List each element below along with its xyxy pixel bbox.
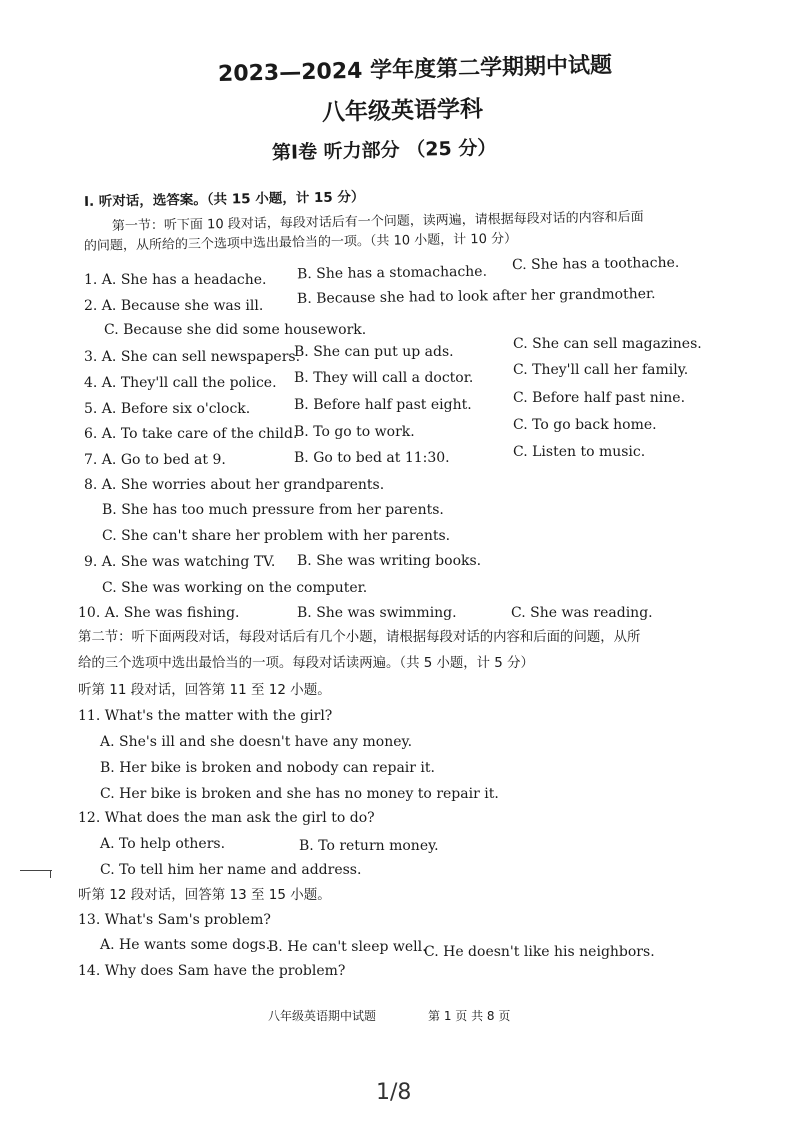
q1-option-c: C. She has a toothache.	[511, 254, 680, 274]
q12-option-b: B. To return money.	[299, 838, 439, 854]
q1-option-b: B. She has a stomachache.	[296, 263, 488, 283]
section1-instruction-line1: 第一节：听下面 10 段对话，每段对话后有一个问题，读两遍，请根据每段对话的内容和后面	[111, 209, 644, 234]
dialog11-intro: 听第 11 段对话，回答第 11 至 12 小题。	[78, 682, 331, 698]
q13-option-b: B. He can't sleep well.	[268, 939, 427, 955]
q3-option-a: 3. A. She can sell newspapers.	[84, 349, 301, 365]
q7-option-a: 7. A. Go to bed at 9.	[84, 452, 226, 468]
scan-mark-left-tick	[50, 870, 51, 878]
q5-option-a: 5. A. Before six o'clock.	[84, 401, 251, 417]
section2-instruction-line1: 第二节：听下面两段对话，每段对话后有几个小题，请根据每段对话的内容和后面的问题，从所	[78, 630, 641, 645]
q11-option-a: A. She's ill and she doesn't have any money.	[100, 734, 413, 750]
part1-heading: I. 听对话，选答案。（共 15 小题，计 15 分）	[83, 189, 365, 210]
q13-stem: 13. What's Sam's problem?	[78, 912, 271, 928]
q4-option-c: C. They'll call her family.	[513, 362, 689, 378]
q12-stem: 12. What does the man ask the girl to do?	[78, 810, 375, 826]
q7-option-c: C. Listen to music.	[513, 444, 646, 460]
q11-option-c: C. Her bike is broken and she has no money to repair it.	[100, 786, 499, 802]
q12-option-c: C. To tell him her name and address.	[100, 862, 362, 878]
q9-option-b: B. She was writing books.	[297, 553, 482, 569]
q9-option-c: C. She was working on the computer.	[102, 580, 368, 596]
q13-option-a: A. He wants some dogs.	[100, 937, 271, 953]
q8-option-c: C. She can't share her problem with her parents.	[102, 528, 451, 544]
q3-option-c: C. She can sell magazines.	[513, 336, 702, 352]
q10-option-a: 10. A. She was fishing.	[78, 605, 240, 621]
q5-option-b: B. Before half past eight.	[294, 397, 472, 413]
q6-option-b: B. To go to work.	[294, 424, 415, 440]
q3-option-b: B. She can put up ads.	[294, 344, 454, 360]
footer-subject: 八年级英语期中试题	[268, 1009, 377, 1023]
q7-option-b: B. Go to bed at 11:30.	[294, 450, 450, 466]
dialog12-intro: 听第 12 段对话，回答第 13 至 15 小题。	[78, 887, 331, 903]
footer-page-info: 第 1 页 共 8 页	[428, 1009, 511, 1023]
q11-option-b: B. Her bike is broken and nobody can repair it.	[100, 760, 435, 776]
q8-option-a: 8. A. She worries about her grandparents.	[84, 477, 385, 493]
q14-stem: 14. Why does Sam have the problem?	[78, 963, 346, 979]
page-indicator: 1/8	[376, 1080, 412, 1105]
exam-title: 2023—2024 学年度第二学期期中试题	[217, 53, 613, 87]
q10-option-b: B. She was swimming.	[297, 605, 457, 621]
q6-option-a: 6. A. To take care of the child.	[84, 426, 298, 442]
q4-option-b: B. They will call a doctor.	[294, 370, 474, 386]
q6-option-c: C. To go back home.	[513, 417, 657, 433]
section-title: 第Ⅰ卷 听力部分 （25 分）	[271, 136, 497, 164]
q13-option-c: C. He doesn't like his neighbors.	[424, 944, 655, 960]
q8-option-b: B. She has too much pressure from her parents.	[102, 502, 444, 518]
section2-instruction-line2: 给的三个选项中选出最恰当的一项。每段对话读两遍。（共 5 小题，计 5 分）	[78, 656, 534, 671]
q10-option-c: C. She was reading.	[511, 605, 653, 621]
subject-title: 八年级英语学科	[321, 96, 484, 126]
q12-option-a: A. To help others.	[100, 836, 226, 852]
q9-option-a: 9. A. She was watching TV.	[84, 554, 276, 570]
scan-mark-left	[20, 870, 52, 871]
q2-option-b: B. Because she had to look after her grandmother.	[296, 285, 656, 307]
q4-option-a: 4. A. They'll call the police.	[84, 375, 277, 391]
section1-instruction-line2: 的问题，从所给的三个选项中选出最恰当的一项。（共 10 小题，计 10 分）	[83, 231, 518, 254]
q2-option-a: 2. A. Because she was ill.	[84, 298, 264, 314]
q2-option-c: C. Because she did some housework.	[104, 322, 367, 338]
q11-stem: 11. What's the matter with the girl?	[78, 708, 333, 724]
q5-option-c: C. Before half past nine.	[513, 390, 686, 406]
q1-option-a: 1. A. She has a headache.	[84, 272, 267, 288]
